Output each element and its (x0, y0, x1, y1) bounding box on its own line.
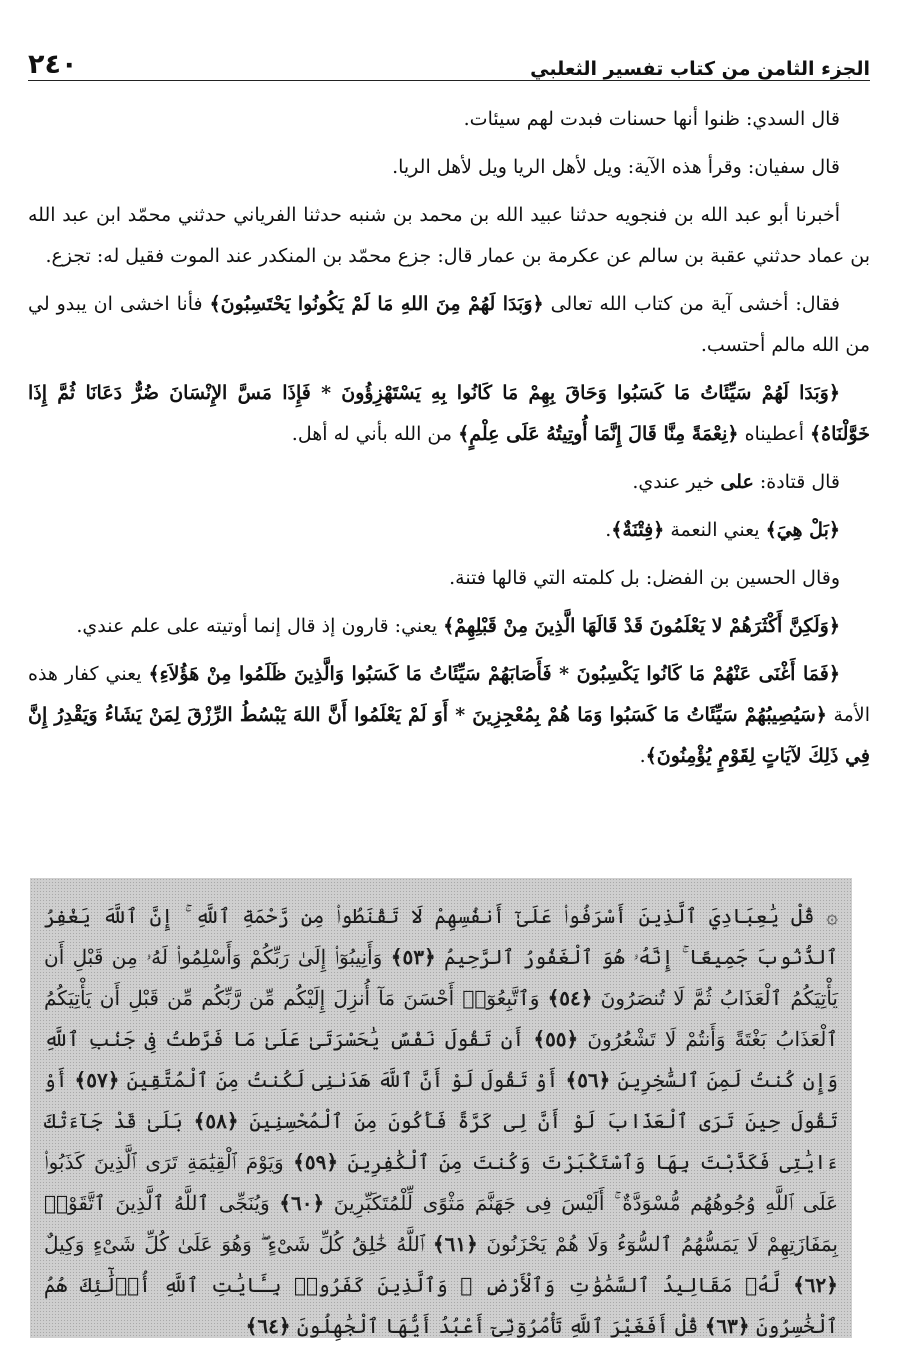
ayah-text: قُلْ أَفَغَيْرَ ٱللَّهِ تَأْمُرُوٓنِّىٓ أَعْبُدُ أَيُّهَا ٱلْجَٰهِلُونَ (290, 1314, 705, 1338)
verse-quote: ﴿وَبَدَا لَهُمْ سَيِّئَاتُ مَا كَسَبُوا وَحَاقَ بِهِمْ مَا كَانُوا بِهِ يَسْتَهْزِؤُونَ * فَإِذَا مَسَّ الإِنْسَانَ ضُرٌّ دَعَانَا ثُمَّ إِذَا خَوَّلْنَاهُ﴾ (28, 382, 870, 445)
commentary-text (28, 99, 870, 777)
text: يعني كفار هذه الأمة (28, 663, 870, 726)
ayah-number: ﴿٥٨﴾ (193, 1109, 239, 1133)
text: أعطيناه (738, 423, 811, 445)
ayah-number: ﴿٥٦﴾ (565, 1068, 611, 1092)
text: قال سفيان: وقرأ هذه الآية: ويل لأهل الريا ويل لأهل الريا. (392, 156, 840, 178)
ayah-text: بَلَىٰ قَدْ جَآءَتْكَ ءَايَٰتِى فَكَذَّبْتَ بِهَا وَٱسْتَكْبَرْتَ وَكُنتَ مِنَ ٱلْكَٰفِرِينَ (44, 1109, 838, 1174)
ayah-text: قُلْ يَٰعِبَادِيَ ٱلَّذِينَ أَسْرَفُوا۟ عَلَىٰٓ أَنفُسِهِمْ لَا تَقْنَطُوا۟ مِن رَّحْمَةِ ٱللَّهِ ۚ إِنَّ ٱللَّهَ يَغْفِرُ ٱلذُّنُوبَ جَمِيعًا ۚ إِنَّهُۥ هُوَ ٱلْغَفُورُ ٱلرَّحِيمُ (44, 904, 838, 969)
paragraph (28, 654, 870, 777)
ayah-text: لَّهُۥ مَقَالِيدُ ٱلسَّمَٰوَٰتِ وَٱلْأَرْضِ ۗ وَٱلَّذِينَ كَفَرُوا۟ بِـَٔايَٰتِ ٱللَّهِ أُو۟لَٰٓئِكَ هُمُ ٱلْخَٰسِرُونَ (44, 1273, 838, 1338)
verse-quote: ﴿نِعْمَةً مِنَّا قَالَ إِنَّمَا أُوتِيتُهُ عَلَى عِلْمٍ﴾ (458, 423, 739, 445)
text: فقال: أخشى آية من كتاب الله تعالى (543, 293, 841, 315)
verse-quote: ﴿وَبَدَا لَهُمْ مِنَ اللهِ مَا لَمْ يَكُونُوا يَحْتَسِبُونَ﴾ (209, 293, 544, 315)
verse-quote: ﴿فِتْنَةٌ﴾ (611, 519, 665, 541)
verse-quote: ﴿بَلْ هِيَ﴾ (765, 519, 840, 541)
running-header (28, 40, 870, 81)
text: أخبرنا أبو عبد الله بن فنجويه حدثنا عبيد الله بن محمد بن شنبه حدثنا الفرياني حدثني محمّد ابن عبد الله بن عماد حدثني عقبة بن سالم عن عكرمة بن عمار قال: جزع محمّد بن المنكدر عند الموت فقيل له: تجزع. (28, 204, 870, 267)
quran-passage (44, 896, 838, 1347)
ayah-number: ﴿٦٣﴾ (704, 1314, 750, 1338)
bold-word: على (720, 471, 754, 493)
paragraph (28, 284, 870, 366)
ayah-number: ﴿٥٣﴾ (390, 945, 436, 969)
ayah-text: أَوْ تَقُولَ حِينَ تَرَى ٱلْعَذَابَ لَوْ أَنَّ لِى كَرَّةً فَأَكُونَ مِنَ ٱلْمُحْسِنِينَ (44, 1068, 838, 1133)
rub-el-hizb-icon: ۞ (826, 904, 838, 928)
ayah-text: وَأَنِيبُوٓا۟ إِلَىٰ رَبِّكُمْ وَأَسْلِمُوا۟ لَهُۥ مِن قَبْلِ أَن يَأْتِيَكُمُ ٱلْعَذَابُ ثُمَّ لَا تُنصَرُونَ (44, 945, 838, 1010)
ayah-number: ﴿٦٤﴾ (245, 1314, 291, 1338)
ayah-number: ﴿٥٤﴾ (547, 986, 593, 1010)
ayah-number: ﴿٥٥﴾ (533, 1027, 579, 1051)
paragraph (28, 195, 870, 277)
ayah-text: وَيَوْمَ ٱلْقِيَٰمَةِ تَرَى ٱلَّذِينَ كَذَبُوا۟ عَلَى ٱللَّهِ وُجُوهُهُم مُّسْوَدَّةٌ ۚ أَلَيْسَ فِى جَهَنَّمَ مَثْوًى لِّلْمُتَكَبِّرِينَ (44, 1150, 838, 1215)
paragraph (28, 373, 870, 455)
paragraph (28, 147, 870, 188)
ayah-text: وَيُنَجِّى ٱللَّهُ ٱلَّذِينَ ٱتَّقَوْا۟ بِمَفَازَتِهِمْ لَا يَمَسُّهُمُ ٱلسُّوٓءُ وَلَا هُمْ يَحْزَنُونَ (44, 1191, 838, 1256)
text: قال قتادة: (753, 471, 840, 493)
verse-quote: ﴿سَيُصِيبُهُمْ سَيِّئَاتُ مَا كَسَبُوا وَمَا هُمْ بِمُعْجِزِينَ * أَوَ لَمْ يَعْلَمُوا أَنَّ اللهَ يَبْسُطُ الرِّزْقَ لِمَنْ يَشَاءُ وَيَقْدِرُ إِنَّ فِي ذَلِكَ لآيَاتٍ لِقَوْمٍ يُؤْمِنُونَ﴾ (28, 704, 870, 767)
verse-quote: ﴿فَمَا أَغْنَى عَنْهُمْ مَا كَانُوا يَكْسِبُونَ * فَأَصَابَهُمْ سَيِّئَاتُ مَا كَسَبُوا وَالَّذِينَ ظَلَمُوا مِنْ هَؤُلاَءِ﴾ (148, 663, 840, 685)
verse-quote: ﴿وَلَكِنَّ أَكْثَرَهُمْ لا يَعْلَمُونَ قَدْ قَالَهَا الَّذِينَ مِنْ قَبْلِهِمْ﴾ (443, 615, 840, 637)
text: . (639, 745, 646, 767)
paragraph (28, 558, 870, 599)
ayah-number: ﴿٥٩﴾ (293, 1150, 339, 1174)
paragraph (28, 99, 870, 140)
text: خير عندي. (632, 471, 721, 493)
ayah-text: أَن تَقُولَ نَفْسٌ يَٰحَسْرَتَىٰ عَلَىٰ مَا فَرَّطتُ فِى جَنۢبِ ٱللَّهِ وَإِن كُنتُ لَمِنَ ٱلسَّٰخِرِينَ (44, 1027, 839, 1092)
paragraph (28, 510, 870, 551)
page (28, 40, 870, 784)
text: قال السدي: ظنوا أنها حسنات فبدت لهم سيئات. (463, 108, 840, 130)
ayah-number: ﴿٦٢﴾ (793, 1273, 838, 1297)
ayah-number: ﴿٥٧﴾ (74, 1068, 120, 1092)
running-title: الجزء الثامن من كتاب تفسير الثعلبي (530, 58, 870, 80)
text: وقال الحسين بن الفضل: بل كلمته التي قالها فتنة. (449, 567, 840, 589)
ayah-number: ﴿٦٠﴾ (279, 1191, 325, 1215)
ayah-number: ﴿٦١﴾ (432, 1232, 478, 1256)
text: فأنا اخشى ان يبدو لي من الله مالم أحتسب. (28, 293, 870, 356)
ayah-text: ٱللَّهُ خَٰلِقُ كُلِّ شَىْءٍ ۖ وَهُوَ عَلَىٰ كُلِّ شَىْءٍ وَكِيلٌ (44, 1232, 433, 1256)
text: يعني: قارون إذ قال إنما أوتيته على علم عندي. (76, 615, 444, 637)
ayah-text: أَوْ تَقُولَ لَوْ أَنَّ ٱللَّهَ هَدَىٰنِى لَكُنتُ مِنَ ٱلْمُتَّقِينَ (119, 1068, 566, 1092)
text: يعني النعمة (664, 519, 766, 541)
ayah-text: وَٱتَّبِعُوٓا۟ أَحْسَنَ مَآ أُنزِلَ إِلَيْكُم مِّن رَّبِّكُم مِّن قَبْلِ أَن يَأْتِيَكُمُ ٱلْعَذَابُ بَغْتَةً وَأَنتُمْ لَا تَشْعُرُونَ (44, 986, 839, 1051)
text: . (605, 519, 612, 541)
page-number: ٢٤٠ (28, 49, 78, 80)
paragraph (28, 606, 870, 647)
text: من الله بأني له أهل. (291, 423, 459, 445)
paragraph (28, 462, 870, 503)
quran-text-box (30, 878, 852, 1338)
